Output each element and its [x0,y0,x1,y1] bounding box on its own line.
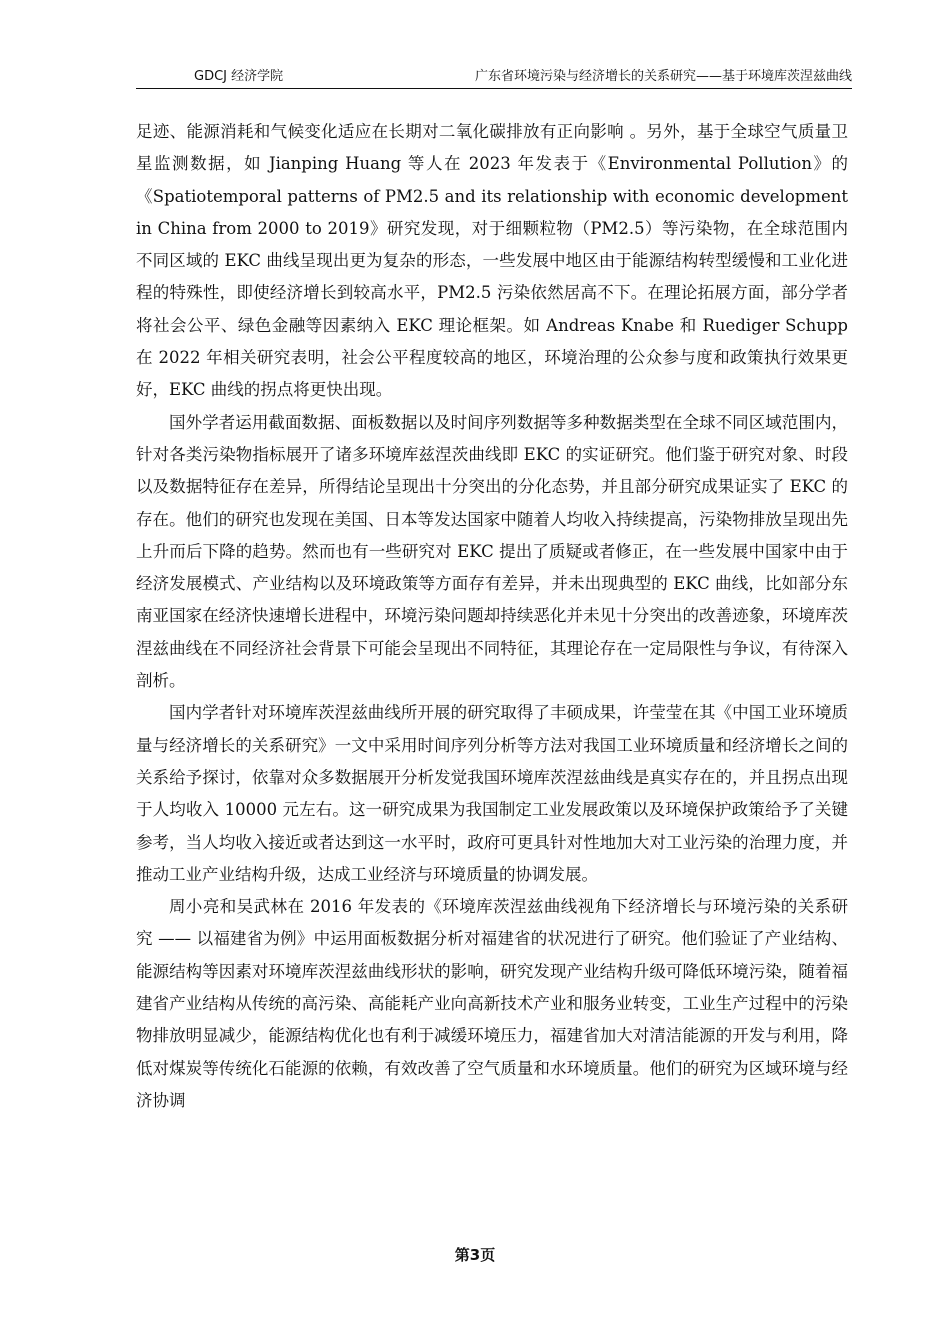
paragraph: 国内学者针对环境库茨涅兹曲线所开展的研究取得了丰硕成果，许莹莹在其《中国工业环境质量与经济增长的关系研究》一文中采用时间序列分析等方法对我国工业环境质量和经济增长之间的关系给予探讨，依靠对众多数据展开分析发觉我国环境库茨涅兹曲线是真实存在的，并且拐点出现于人均收入 10000 元左右。这一研究成果为我国制定工业发展政策以及环境保护政策给予了关键参考，当人均收入接近或者达到这一水平时，政府可更具针对性地加大对工业污染的治理力度，并推动工业产业结构升级，达成工业经济与环境质量的协调发展。 [136,703,848,884]
paragraph-continued: 足迹、能源消耗和气候变化适应在长期对二氧化碳排放有正向影响 。另外，基于全球空气质量卫星监测数据，如 Jianping Huang 等人在 2023 年发表于《Environmental Pollution》的《Spatiotemporal patterns of PM2.5 and its relationship with economic development in China from 2000 to 2019》研究发现，对于细颗粒物（PM2.5）等污染物，在全球范围内不同区域的 EKC 曲线呈现出更为复杂的形态，一些发展中地区由于能源结构转型缓慢和工业化进程的特殊性，即使经济增长到较高水平，PM2.5 污染依然居高不下。在理论拓展方面，部分学者将社会公平、绿色金融等因素纳入 EKC 理论框架。如 Andreas Knabe 和 Ruediger Schupp 在 2022 年相关研究表明，社会公平程度较高的地区，环境治理的公众参与度和政策执行效果更好，EKC 曲线的拐点将更快出现。 [136,122,848,400]
page-number: 第3页 [454,1246,496,1264]
body-text [136,116,848,1117]
header-institution: GDCJ 经济学院 [194,69,284,84]
paragraph: 国外学者运用截面数据、面板数据以及时间序列数据等多种数据类型在全球不同区域范围内，针对各类污染物指标展开了诸多环境库兹涅茨曲线即 EKC 的实证研究。他们鉴于研究对象、时段以及数据特征存在差异，所得结论呈现出十分突出的分化态势，并且部分研究成果证实了 EKC 的存在。他们的研究也发现在美国、日本等发达国家中随着人均收入持续提高，污染物排放呈现出先上升而后下降的趋势。然而也有一些研究对 EKC 提出了质疑或者修正，在一些发展中国家中由于经济发展模式、产业结构以及环境政策等方面存有差异，并未出现典型的 EKC 曲线，比如部分东南亚国家在经济快速增长进程中，环境污染问题却持续恶化并未见十分突出的改善迹象，环境库茨涅兹曲线在不同经济社会背景下可能会呈现出不同特征，其理论存在一定局限性与争议，有待深入剖析。 [136,412,848,691]
page-header [136,68,852,89]
header-thesis-title: 广东省环境污染与经济增长的关系研究——基于环境库茨涅兹曲线 [474,69,852,84]
paragraph: 周小亮和吴武林在 2016 年发表的《环境库茨涅兹曲线视角下经济增长与环境污染的关系研究 —— 以福建省为例》中运用面板数据分析对福建省的状况进行了研究。他们验证了产业结构、能源结构等因素对环境库茨涅兹曲线形状的影响，研究发现产业结构升级可降低环境污染，随着福建省产业结构从传统的高污染、高能耗产业向高新技术产业和服务业转变，工业生产过程中的污染物排放明显减少，能源结构优化也有利于减缓环境压力，福建省加大对清洁能源的开发与利用，降低对煤炭等传统化石能源的依赖，有效改善了空气质量和水环境质量。他们的研究为区域环境与经济协调 [136,897,848,1110]
